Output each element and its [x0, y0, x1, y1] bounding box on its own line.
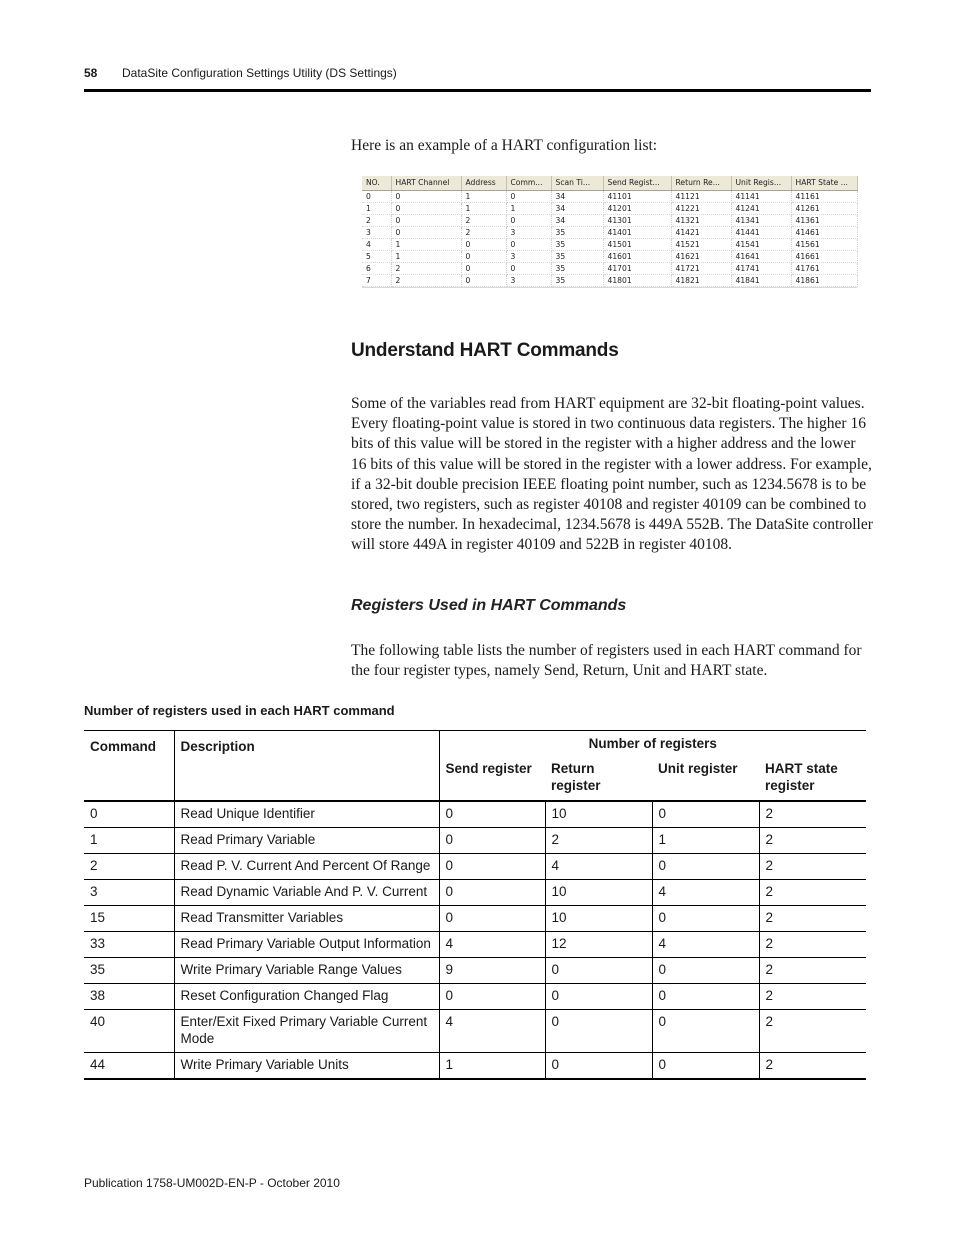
table-cell: 0: [652, 1052, 759, 1079]
config-list-row: [362, 190, 857, 202]
body-paragraph: Some of the variables read from HART equipment are 32-bit floating-point values. Every floating-point value is stored in two continuous data registers. The higher 16 bits of this value will be stored in the register with a higher address and the lower 16 bits of this value will be stored in the register with a lower address. For example, if a 32-bit double precision IEEE floating point number, such as 1234.5678 is to be stored, two registers, such as register 40108 and register 40109 can be combined to store the number. In hexadecimal, 1234.5678 is 449A 552B. The DataSite controller will store 449A in register 40109 and 522B in register 40108.: [351, 395, 873, 554]
config-list-cell: 41741: [731, 262, 791, 274]
config-list-cell: 0: [362, 190, 391, 202]
config-list-cell: 41241: [731, 202, 791, 214]
config-list-cell: 41661: [791, 250, 857, 262]
table-cell: 0: [652, 801, 759, 828]
table-cell: Write Primary Variable Range Values: [174, 957, 439, 983]
config-list-cell: 41101: [603, 190, 671, 202]
config-list-cell: 41761: [791, 262, 857, 274]
table-cell: 0: [545, 983, 652, 1009]
table-cell: 2: [759, 1052, 866, 1079]
header-return-register: Return register: [545, 757, 652, 801]
table-cell: 0: [84, 801, 174, 828]
config-list-row: [362, 202, 857, 214]
config-list-cell: 41861: [791, 274, 857, 286]
page-number: 58: [84, 66, 98, 80]
table-cell: Read Dynamic Variable And P. V. Current: [174, 879, 439, 905]
config-list-cell: 2: [391, 274, 461, 286]
config-column-header: HART State ...: [791, 176, 857, 190]
config-list-cell: 41321: [671, 214, 731, 226]
config-column-header: Unit Regis...: [731, 176, 791, 190]
config-list-cell: 1: [391, 238, 461, 250]
config-list-cell: 4: [362, 238, 391, 250]
config-list-cell: 41561: [791, 238, 857, 250]
config-list-row: [362, 250, 857, 262]
config-list-cell: 6: [362, 262, 391, 274]
config-list-cell: 34: [551, 214, 603, 226]
table-cell: 0: [439, 827, 545, 853]
config-column-header: Comm...: [506, 176, 551, 190]
table-cell: Write Primary Variable Units: [174, 1052, 439, 1079]
table-cell: 1: [652, 827, 759, 853]
config-list-cell: 41521: [671, 238, 731, 250]
config-list-cell: 0: [506, 262, 551, 274]
config-list-cell: 41821: [671, 274, 731, 286]
table-cell: 2: [545, 827, 652, 853]
table-cell: Read Unique Identifier: [174, 801, 439, 828]
config-list-cell: 3: [362, 226, 391, 238]
config-list-cell: 3: [506, 274, 551, 286]
table-cell: Read P. V. Current And Percent Of Range: [174, 853, 439, 879]
header-command: Command: [84, 731, 174, 801]
header-description: Description: [174, 731, 439, 801]
config-list-cell: 41341: [731, 214, 791, 226]
config-list-cell: 34: [551, 190, 603, 202]
table-cell: Read Primary Variable Output Information: [174, 931, 439, 957]
config-list-cell: 3: [506, 250, 551, 262]
config-column-header: Send Regist...: [603, 176, 671, 190]
config-list-row: [362, 226, 857, 238]
table-row: [84, 983, 866, 1009]
config-list-cell: 0: [506, 214, 551, 226]
config-list-cell: 41801: [603, 274, 671, 286]
config-list-cell: 2: [461, 214, 506, 226]
config-list-cell: 41201: [603, 202, 671, 214]
header-hart-state-register: HART state register: [759, 757, 866, 801]
config-list-cell: 41161: [791, 190, 857, 202]
config-list-cell: 0: [391, 226, 461, 238]
running-title: DataSite Configuration Settings Utility (DS Settings): [122, 66, 397, 80]
table-cell: 2: [84, 853, 174, 879]
table-cell: 0: [652, 1009, 759, 1052]
table-cell: 0: [652, 905, 759, 931]
config-list-cell: 41141: [731, 190, 791, 202]
config-list-cell: 0: [391, 202, 461, 214]
config-list-cell: 2: [362, 214, 391, 226]
table-cell: 4: [439, 931, 545, 957]
table-cell: 1: [84, 827, 174, 853]
table-cell: 1: [439, 1052, 545, 1079]
table-cell: 0: [439, 983, 545, 1009]
config-list-cell: 41221: [671, 202, 731, 214]
table-cell: 33: [84, 931, 174, 957]
table-row: [84, 1052, 866, 1079]
config-list-cell: 41361: [791, 214, 857, 226]
config-list-cell: 2: [461, 226, 506, 238]
config-list-cell: 41501: [603, 238, 671, 250]
config-list-cell: 0: [506, 238, 551, 250]
table-row: [84, 827, 866, 853]
config-list-row: [362, 262, 857, 274]
table-cell: 2: [759, 983, 866, 1009]
config-list-row: [362, 214, 857, 226]
table-cell: 0: [545, 1009, 652, 1052]
table-row: [84, 957, 866, 983]
table-cell: 35: [84, 957, 174, 983]
config-column-header: NO.: [362, 176, 391, 190]
config-list-cell: 0: [461, 262, 506, 274]
section-title: Understand HART Commands: [351, 340, 619, 361]
table-row: [84, 879, 866, 905]
table-cell: 2: [759, 801, 866, 828]
config-list-cell: 1: [362, 202, 391, 214]
table-cell: 2: [759, 853, 866, 879]
config-list-cell: 0: [391, 214, 461, 226]
table-row: [84, 801, 866, 828]
table-row: [84, 905, 866, 931]
table-cell: 2: [759, 1009, 866, 1052]
config-list-cell: 0: [391, 190, 461, 202]
table-cell: 0: [652, 983, 759, 1009]
header-unit-register: Unit register: [652, 757, 759, 801]
config-list-cell: 41601: [603, 250, 671, 262]
config-list-cell: 41461: [791, 226, 857, 238]
hart-config-list-screenshot: [362, 176, 857, 288]
config-list-cell: 41721: [671, 262, 731, 274]
table-cell: 0: [439, 801, 545, 828]
table-cell: 10: [545, 879, 652, 905]
table-cell: 10: [545, 905, 652, 931]
config-list-cell: 35: [551, 262, 603, 274]
table-cell: 2: [759, 827, 866, 853]
config-list-cell: 1: [391, 250, 461, 262]
header-rule: [84, 89, 871, 92]
config-list-header: [362, 176, 857, 190]
config-list-cell: 41701: [603, 262, 671, 274]
config-list-cell: 0: [461, 274, 506, 286]
config-column-header: HART Channel: [391, 176, 461, 190]
table-cell: 3: [84, 879, 174, 905]
table-cell: 10: [545, 801, 652, 828]
config-column-header: Scan Ti...: [551, 176, 603, 190]
table-cell: 40: [84, 1009, 174, 1052]
config-list-cell: 41401: [603, 226, 671, 238]
config-column-header: Address: [461, 176, 506, 190]
config-list-cell: 34: [551, 202, 603, 214]
config-list-cell: 35: [551, 250, 603, 262]
table-cell: 0: [545, 957, 652, 983]
table-cell: 0: [439, 853, 545, 879]
table-cell: 44: [84, 1052, 174, 1079]
hart-config-list: [362, 176, 858, 287]
config-list-cell: 35: [551, 274, 603, 286]
config-list-cell: 3: [506, 226, 551, 238]
config-list-cell: 1: [461, 190, 506, 202]
table-row: [84, 1009, 866, 1052]
table-cell: 0: [439, 879, 545, 905]
config-list-row: [362, 274, 857, 286]
config-list-cell: 1: [506, 202, 551, 214]
table-cell: 0: [652, 957, 759, 983]
config-list-cell: 41621: [671, 250, 731, 262]
table-cell: 4: [652, 879, 759, 905]
table-cell: Reset Configuration Changed Flag: [174, 983, 439, 1009]
table-cell: 12: [545, 931, 652, 957]
table-row: [84, 931, 866, 957]
config-column-header: Return Re...: [671, 176, 731, 190]
config-list-cell: 1: [461, 202, 506, 214]
subheading: Registers Used in HART Commands: [351, 597, 627, 614]
intro-text: Here is an example of a HART configuration list:: [351, 137, 658, 154]
table-cell: 4: [439, 1009, 545, 1052]
config-list-cell: 41841: [731, 274, 791, 286]
table-cell: Read Primary Variable: [174, 827, 439, 853]
table-cell: 0: [545, 1052, 652, 1079]
table-cell: 2: [759, 931, 866, 957]
table-cell: Read Transmitter Variables: [174, 905, 439, 931]
config-list-cell: 0: [461, 238, 506, 250]
config-list-cell: 41301: [603, 214, 671, 226]
table-cell: 4: [652, 931, 759, 957]
table-cell: 38: [84, 983, 174, 1009]
table-cell: 2: [759, 957, 866, 983]
table-cell: 4: [545, 853, 652, 879]
header-send-register: Send register: [439, 757, 545, 801]
table-cell: 9: [439, 957, 545, 983]
config-list-cell: 41441: [731, 226, 791, 238]
table-cell: 2: [759, 879, 866, 905]
config-list-row: [362, 238, 857, 250]
table-cell: 15: [84, 905, 174, 931]
table-cell: 2: [759, 905, 866, 931]
config-list-cell: 5: [362, 250, 391, 262]
config-list-cell: 35: [551, 226, 603, 238]
config-list-cell: 0: [461, 250, 506, 262]
config-list-cell: 41261: [791, 202, 857, 214]
table-row: [84, 853, 866, 879]
config-list-cell: 2: [391, 262, 461, 274]
table-cell: 0: [652, 853, 759, 879]
config-list-cell: 0: [506, 190, 551, 202]
config-list-cell: 7: [362, 274, 391, 286]
config-list-cell: 41421: [671, 226, 731, 238]
table-intro-paragraph: The following table lists the number of registers used in each HART command for the four register types, namely Send, Return, Unit and HART state.: [351, 642, 862, 680]
registers-table: [84, 730, 866, 1080]
config-list-cell: 41641: [731, 250, 791, 262]
config-list-cell: 41121: [671, 190, 731, 202]
config-list-cell: 35: [551, 238, 603, 250]
table-cell: Enter/Exit Fixed Primary Variable Current Mode: [174, 1009, 439, 1052]
header-number-of-registers: Number of registers: [439, 731, 866, 757]
config-list-cell: 41541: [731, 238, 791, 250]
table-cell: 0: [439, 905, 545, 931]
table-caption: Number of registers used in each HART command: [84, 703, 395, 718]
publication-footer: Publication 1758-UM002D-EN-P - October 2010: [84, 1176, 340, 1190]
